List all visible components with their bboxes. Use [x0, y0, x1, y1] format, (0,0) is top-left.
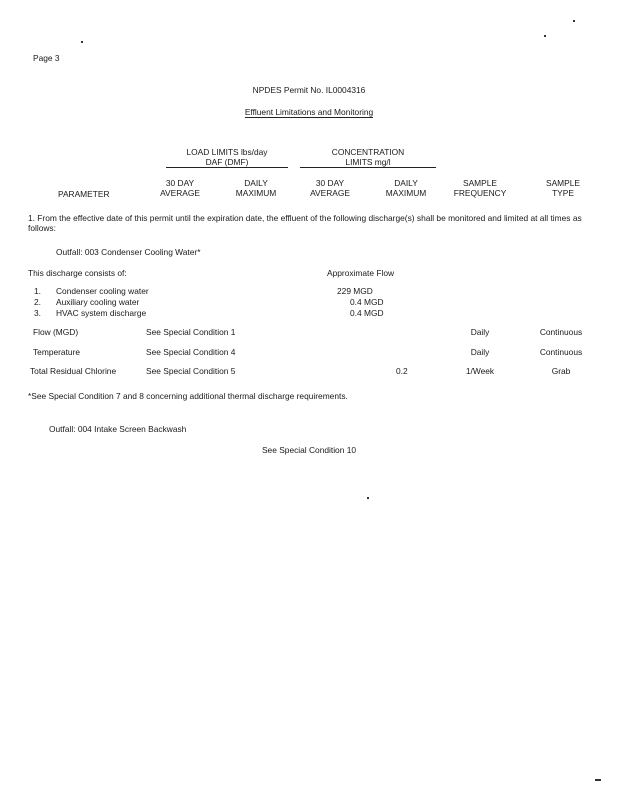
sample-type-header-2: TYPE	[552, 188, 574, 198]
param-frequency: 1/Week	[465, 366, 495, 376]
param-name: Temperature	[33, 347, 81, 357]
discharge-item-name: Condenser cooling water	[56, 286, 149, 296]
footnote: *See Special Condition 7 and 8 concerning additional thermal discharge requirements.	[28, 391, 348, 401]
conc-30day-header-2: AVERAGE	[310, 188, 350, 198]
param-sample-type: Continuous	[539, 347, 583, 357]
scan-speck	[544, 35, 546, 37]
load-30day-header-1: 30 DAY	[165, 178, 195, 188]
discharge-item-name: Auxiliary cooling water	[56, 297, 140, 307]
page-number: Page 3	[33, 53, 60, 63]
parameter-header: PARAMETER	[58, 189, 110, 199]
param-condition: See Special Condition 5	[146, 366, 236, 376]
param-sample-type: Grab	[551, 366, 571, 376]
param-frequency: Daily	[470, 347, 490, 357]
scan-speck	[81, 41, 83, 43]
load-daily-header-2: MAXIMUM	[235, 188, 277, 198]
sample-frequency-header-2: FREQUENCY	[453, 188, 507, 198]
discharge-item-flow: 0.4 MGD	[350, 308, 384, 318]
concentration-header: CONCENTRATION	[331, 147, 405, 157]
concentration-rule	[300, 167, 436, 168]
discharge-consists-label: This discharge consists of:	[28, 268, 127, 278]
intro-paragraph: 1. From the effective date of this permit until the expiration date, the effluent of the following discharge(s) shall be monitored and limited at all times as follows:	[28, 213, 582, 234]
load-30day-header-2: AVERAGE	[160, 188, 200, 198]
scan-speck	[367, 497, 369, 499]
outfall-003-heading: Outfall: 003 Condenser Cooling Water*	[56, 247, 201, 257]
sample-type-header-1: SAMPLE	[546, 178, 580, 188]
scan-speck	[595, 779, 601, 781]
daf-header: DAF (DMF)	[205, 157, 249, 167]
discharge-item-number: 2.	[34, 297, 41, 307]
discharge-item-name: HVAC system discharge	[56, 308, 147, 318]
conc-daily-header-1: DAILY	[394, 178, 418, 188]
discharge-item-number: 1.	[34, 286, 41, 296]
param-conc-max: 0.2	[396, 366, 408, 376]
param-condition: See Special Condition 1	[146, 327, 236, 337]
sample-frequency-header-1: SAMPLE	[463, 178, 497, 188]
discharge-item-flow: 229 MGD	[337, 286, 373, 296]
param-frequency: Daily	[470, 327, 490, 337]
load-daily-header-1: DAILY	[244, 178, 268, 188]
outfall-004-condition: See Special Condition 10	[261, 445, 357, 455]
outfall-004-heading: Outfall: 004 Intake Screen Backwash	[49, 424, 187, 434]
approximate-flow-label: Approximate Flow	[327, 268, 395, 278]
load-limits-header: LOAD LIMITS lbs/day	[186, 147, 268, 157]
limits-mgl-header: LIMITS mg/l	[345, 157, 391, 167]
discharge-item-flow: 0.4 MGD	[350, 297, 384, 307]
param-sample-type: Continuous	[539, 327, 583, 337]
scan-speck	[573, 20, 575, 22]
discharge-item-number: 3.	[34, 308, 41, 318]
permit-title: NPDES Permit No. IL0004316	[252, 85, 366, 95]
section-title: Effluent Limitations and Monitoring	[244, 107, 374, 117]
conc-daily-header-2: MAXIMUM	[385, 188, 427, 198]
load-limits-rule	[166, 167, 288, 168]
param-condition: See Special Condition 4	[146, 347, 236, 357]
param-name: Flow (MGD)	[33, 327, 79, 337]
conc-30day-header-1: 30 DAY	[315, 178, 345, 188]
param-name: Total Residual Chlorine	[30, 366, 117, 376]
